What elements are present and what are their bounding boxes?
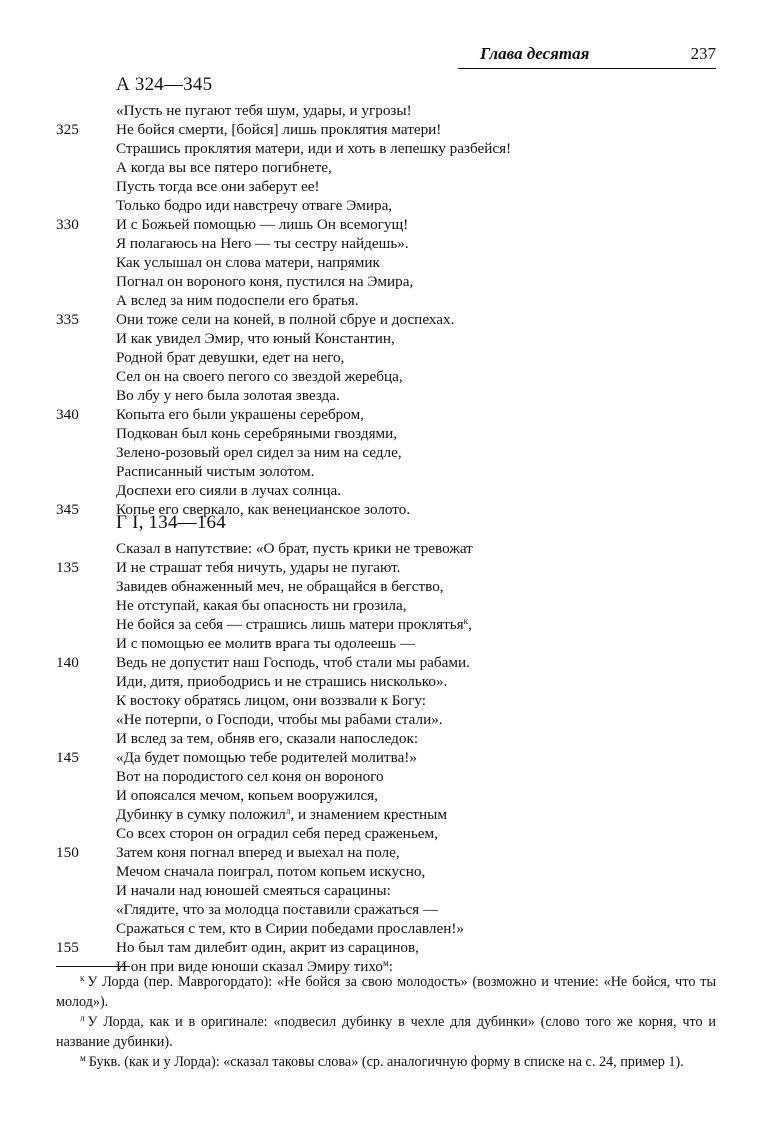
verse-text: И как увидел Эмир, что юный Константин, [116, 330, 395, 347]
verse-line [56, 786, 716, 805]
verse-line [56, 824, 716, 843]
line-text [116, 805, 447, 824]
verse-text: И начали над юношей смеяться сарацины: [116, 882, 391, 899]
verse-text: «Пусть не пугают тебя шум, удары, и угрозы! [116, 102, 412, 119]
line-number: 155 [56, 939, 79, 956]
line-text [116, 615, 472, 634]
verse-text: Зелено-розовый орел сидел за ним на седле, [116, 444, 402, 461]
verse-line [56, 653, 716, 672]
verse-line [56, 462, 716, 481]
line-text [116, 177, 320, 196]
verse-text: Расписанный чистым золотом. [116, 463, 315, 480]
verse-text: Затем коня погнал вперед и выехал на поле, [116, 844, 400, 861]
line-text [116, 386, 340, 405]
verse-text: А когда вы все пятеро погибнете, [116, 159, 332, 176]
line-text [116, 196, 392, 215]
verse-line [56, 348, 716, 367]
verse-line [56, 405, 716, 424]
verse-line [56, 843, 716, 862]
verse-line [56, 329, 716, 348]
verse-text: Копыта его были украшены серебром, [116, 406, 364, 423]
verse-text: Подкован был конь серебряными гвоздями, [116, 425, 398, 442]
verse-text: Ведь не допустит наш Господь, чтоб стали мы рабами. [116, 654, 470, 671]
footnote [56, 972, 716, 1012]
verse-line [56, 577, 716, 596]
verse-text: Родной брат девушки, едет на него, [116, 349, 345, 366]
verse-text: Как услышал он слова матери, напрямик [116, 254, 380, 271]
verse-line [56, 177, 716, 196]
verse-text: Сражаться с тем, кто в Сирии победами прославлен!» [116, 920, 465, 937]
line-text [116, 558, 400, 577]
line-text [116, 748, 417, 767]
verse-line [56, 367, 716, 386]
line-text [116, 653, 470, 672]
verse-line [56, 938, 716, 957]
verse-line [56, 558, 716, 577]
verse-text: И он при виде юноши сказал Эмиру тихо [116, 958, 383, 975]
verse-text: И с помощью ее молитв врага ты одолеешь — [116, 635, 416, 652]
line-text [116, 120, 441, 139]
footnote-text: Букв. (как и у Лорда): «сказал таковы слова» (ср. аналогичную форму в списке на с. 24, пример 1). [88, 1054, 684, 1070]
verse-line [56, 424, 716, 443]
line-text [116, 424, 397, 443]
verse-line [56, 767, 716, 786]
verse-text: Только бодро иди навстречу отваге Эмира, [116, 197, 393, 214]
footnote-marker: к [80, 973, 85, 983]
line-text [116, 443, 402, 462]
verse-line [56, 291, 716, 310]
verse-line [56, 196, 716, 215]
verse-line [56, 729, 716, 748]
line-text [116, 101, 412, 120]
line-text [116, 596, 407, 615]
line-number: 335 [56, 311, 79, 328]
verse-text: Вот на породистого сел коня он вороного [116, 768, 384, 785]
verse-line [56, 805, 716, 824]
verse-line [56, 234, 716, 253]
footnote-reference[interactable]: к [463, 616, 469, 626]
verse-line [56, 919, 716, 938]
verse-text: «Да будет помощью тебе родителей молитва!» [116, 749, 417, 766]
line-text [116, 577, 444, 596]
verse-line [56, 253, 716, 272]
verse-line [56, 310, 716, 329]
line-number: 340 [56, 406, 79, 423]
line-text [116, 462, 314, 481]
line-text [116, 215, 408, 234]
line-text [116, 405, 364, 424]
verse-text: Со всех сторон он оградил себя перед сраженьем, [116, 825, 438, 842]
verse-text: Во лбу у него была золотая звезда. [116, 387, 340, 404]
line-text [116, 672, 447, 691]
verse-text: Пусть тогда все они заберут ее! [116, 178, 320, 195]
verse-text: Сказал в напутствие: «О брат, пусть крики не тревожат [116, 540, 473, 557]
line-text [116, 329, 395, 348]
verse-text: К востоку обратясь лицом, они воззвали к Богу: [116, 692, 426, 709]
line-text [116, 139, 511, 158]
verse-line [56, 862, 716, 881]
verse-text-continuation: , и знамением крестным [290, 806, 447, 823]
footnote-reference[interactable]: л [285, 806, 291, 816]
footnote-marker: л [80, 1013, 85, 1023]
running-header [458, 44, 716, 69]
footnote-divider [56, 966, 130, 967]
page-number: 237 [690, 44, 716, 63]
footnote-marker: м [80, 1053, 86, 1063]
line-text [116, 824, 438, 843]
footnote-reference[interactable]: м [382, 958, 389, 968]
line-number: 325 [56, 121, 79, 138]
line-text [116, 310, 454, 329]
verse-line [56, 386, 716, 405]
line-text [116, 348, 344, 367]
verse-text: Иди, дитя, приободрись и не страшись нисколько». [116, 673, 448, 690]
line-number: 330 [56, 216, 79, 233]
verse-line [56, 139, 716, 158]
line-text [116, 481, 341, 500]
verse-text: Дубинку в сумку положил [116, 806, 286, 823]
verse-text-continuation: : [388, 958, 393, 975]
line-text [116, 634, 415, 653]
section-heading: Г I, 134—164 [116, 512, 226, 533]
verse-text: Страшись проклятия матери, иди и хоть в лепешку разбейся! [116, 140, 512, 157]
verse-line [56, 101, 716, 120]
footnote-text: У Лорда, как и в оригинале: «подвесил дубинку в чехле для дубинки» (слово того же корня, что и название дубинки). [56, 1014, 716, 1050]
line-text [116, 539, 473, 558]
verse-line [56, 691, 716, 710]
verse-text: Не отступай, какая бы опасность ни грозила, [116, 597, 407, 614]
line-text [116, 367, 403, 386]
line-text [116, 272, 413, 291]
verse-text: Я полагаюсь на Него — ты сестру найдешь». [116, 235, 409, 252]
line-text [116, 691, 426, 710]
line-text [116, 862, 425, 881]
verse-line [56, 120, 716, 139]
verse-line [56, 596, 716, 615]
line-number: 345 [56, 501, 79, 518]
verse-text-continuation: , [468, 616, 472, 633]
line-text [116, 786, 378, 805]
line-number: 135 [56, 559, 79, 576]
verse-line [56, 481, 716, 500]
verse-text: А вслед за ним подоспели его братья. [116, 292, 359, 309]
verse-line [56, 748, 716, 767]
verse-text: «Не потерпи, о Господи, чтобы мы рабами стали». [116, 711, 443, 728]
verse-line [56, 443, 716, 462]
verse-line [56, 710, 716, 729]
verse-line [56, 615, 716, 634]
footnote [56, 1052, 716, 1072]
verse-text: И с Божьей помощью — лишь Он всемогущ! [116, 216, 409, 233]
section-heading: А 324—345 [116, 74, 213, 95]
line-text [116, 253, 380, 272]
line-text [116, 919, 464, 938]
verse-line [56, 900, 716, 919]
chapter-title: Глава десятая [480, 44, 590, 63]
verse-text: Не бойся смерти, [бойся] лишь проклятия матери! [116, 121, 442, 138]
line-text [116, 729, 418, 748]
verse-text: Но был там дилебит один, акрит из сарацинов, [116, 939, 419, 956]
line-number: 145 [56, 749, 79, 766]
verse-text: Сел он на своего пегого со звездой жеребца, [116, 368, 403, 385]
line-number: 140 [56, 654, 79, 671]
verse-line [56, 634, 716, 653]
verse-text: «Глядите, что за молодца поставили сражаться — [116, 901, 439, 918]
verse-text: И опоясался мечом, копьем вооружился, [116, 787, 378, 804]
verse-text: Копье его сверкало, как венецианское золото. [116, 501, 411, 518]
verse-line [56, 272, 716, 291]
verse-text: И не страшат тебя ничуть, удары не пугают. [116, 559, 401, 576]
line-text [116, 291, 359, 310]
line-text [116, 938, 419, 957]
line-text [116, 843, 400, 862]
verse-line [56, 539, 716, 558]
verse-text: Мечом сначала поиграл, потом копьем искусно, [116, 863, 426, 880]
verse-line [56, 881, 716, 900]
verse-line [56, 158, 716, 177]
verse-text: И вслед за тем, обняв его, сказали напоследок: [116, 730, 419, 747]
line-number: 150 [56, 844, 79, 861]
verse-line [56, 215, 716, 234]
line-text [116, 881, 391, 900]
line-text [116, 234, 409, 253]
verse-text: Доспехи его сияли в лучах солнца. [116, 482, 342, 499]
verse-text: Не бойся за себя — страшись лишь матери проклятья [116, 616, 464, 633]
verse-text: Они тоже сели на коней, в полной сбруе и доспехах. [116, 311, 455, 328]
verse-text: Погнал он вороного коня, пустился на Эмира, [116, 273, 414, 290]
line-text [116, 767, 384, 786]
verse-line [56, 672, 716, 691]
footnote [56, 1012, 716, 1052]
line-text [116, 710, 443, 729]
verse-text: Завидев обнаженный меч, не обращайся в бегство, [116, 578, 444, 595]
line-text [116, 900, 438, 919]
line-text [116, 158, 332, 177]
footnotes [56, 972, 716, 1072]
footnote-text: У Лорда (пер. Маврогордато): «Не бойся за свою молодость» (возможно и чтение: «Не бойся, что ты молод»). [56, 974, 716, 1010]
